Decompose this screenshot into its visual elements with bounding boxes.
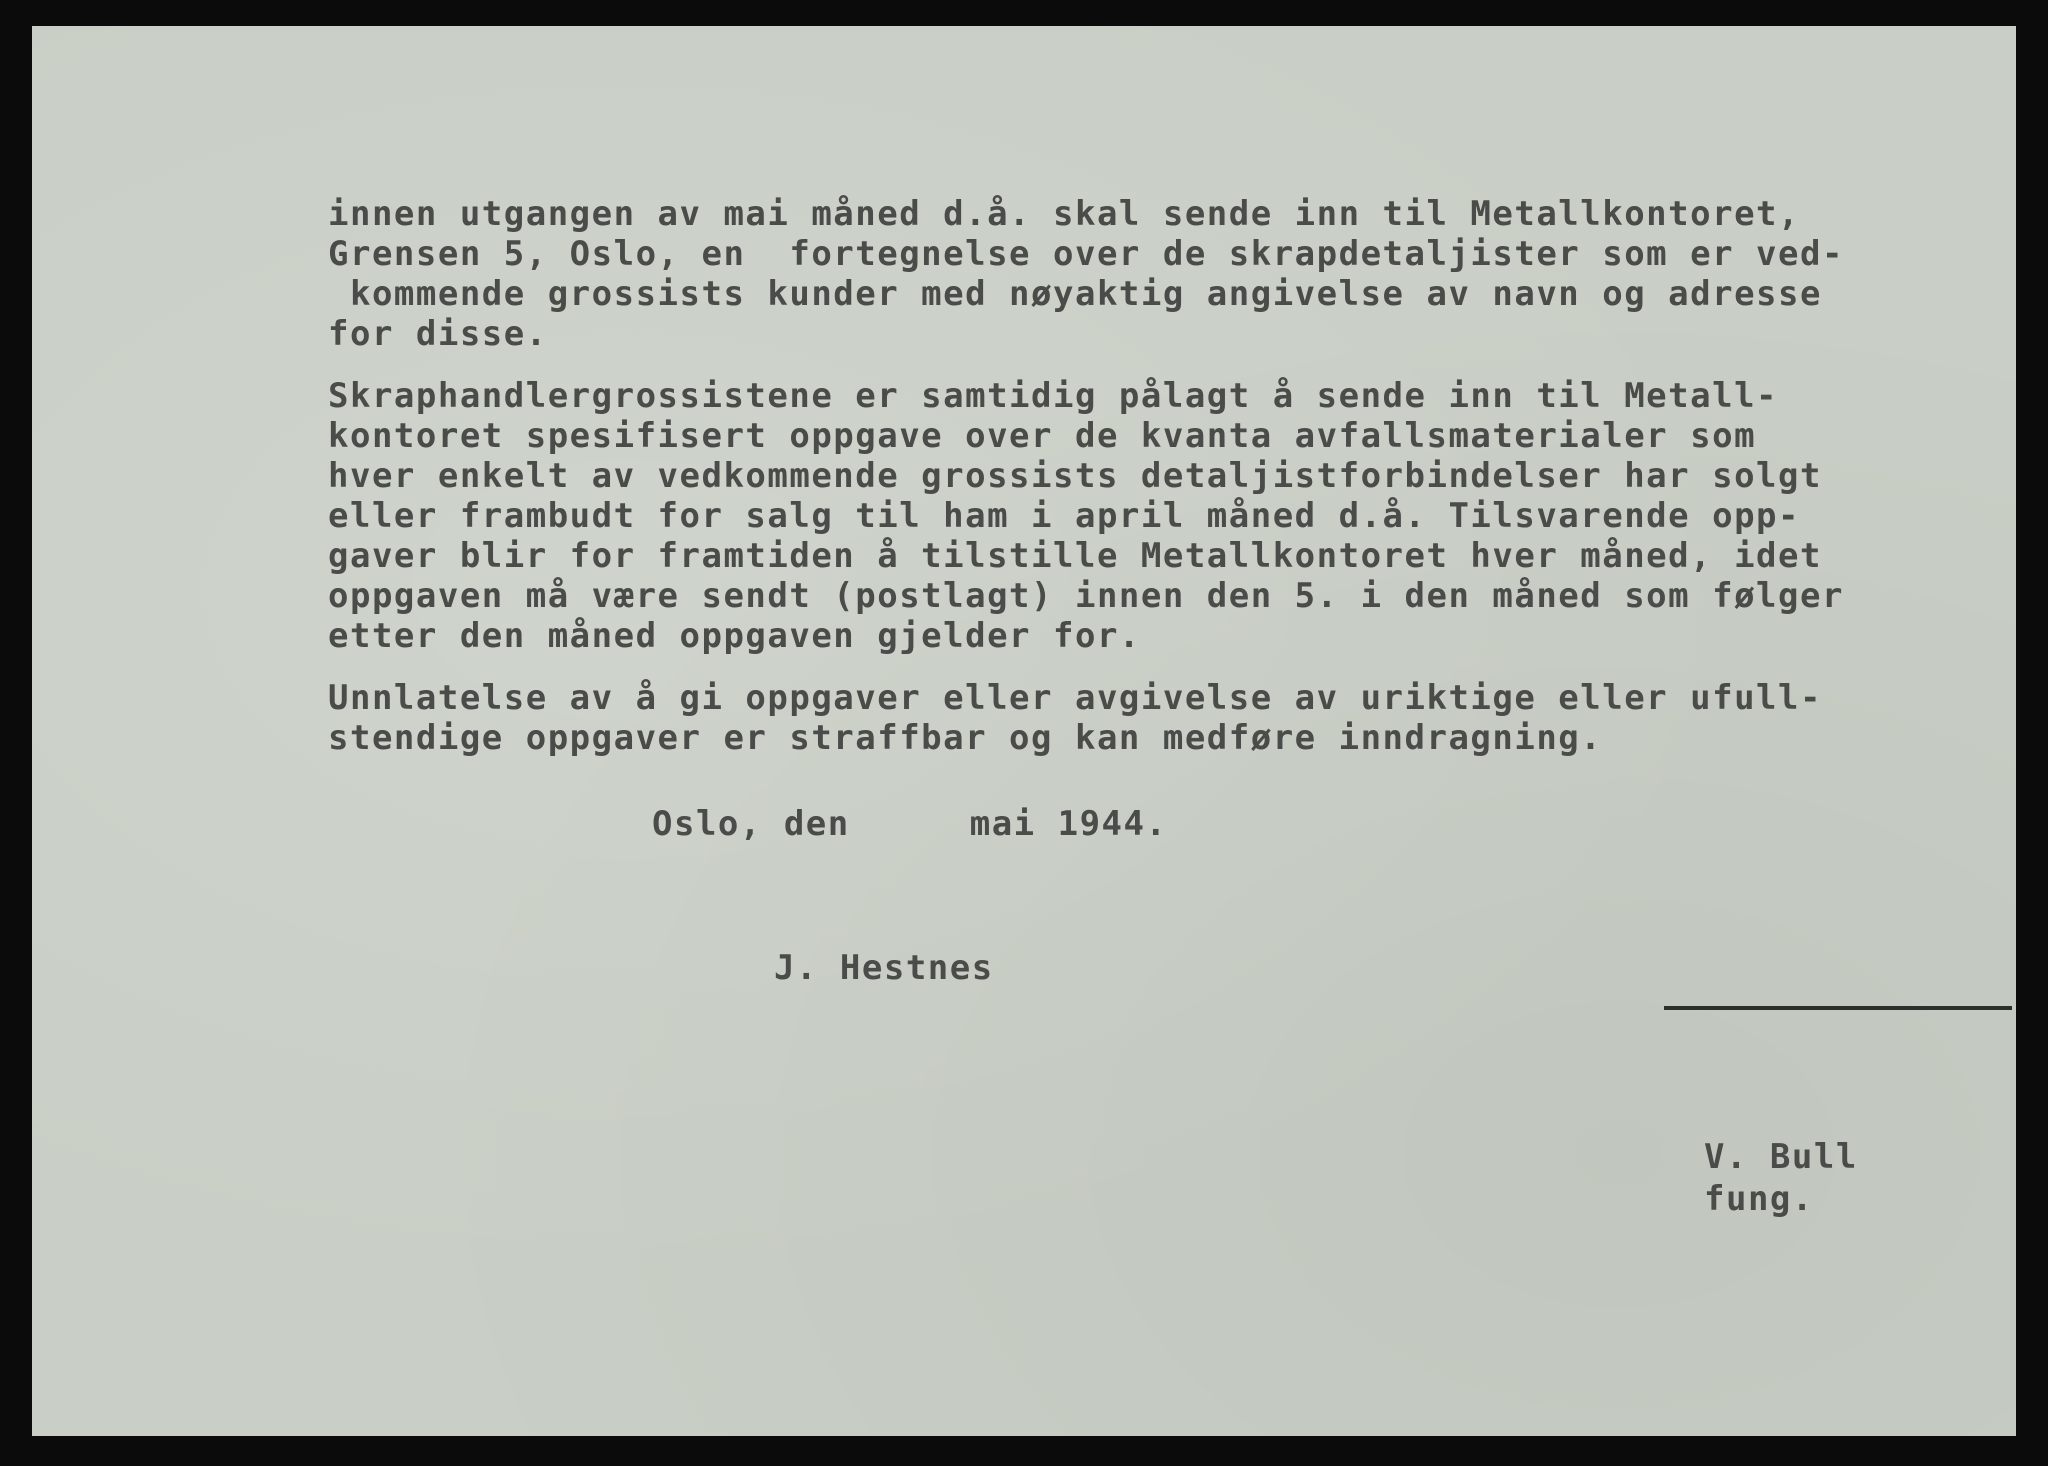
body-text xyxy=(328,194,2028,780)
paragraph-2-line-2: kontoret spesifisert oppgave over de kvanta avfallsmaterialer som xyxy=(328,416,1757,456)
signer-bull-block xyxy=(1704,1136,1858,1220)
signer-bull-name: V. Bull xyxy=(1704,1137,1858,1177)
signer-bull-title: fung. xyxy=(1704,1179,1814,1219)
paragraph-1-line-1: innen utgangen av mai måned d.å. skal sende inn til Metallkontoret, xyxy=(328,194,1800,234)
paragraph-3-line-1: Unnlatelse av å gi oppgaver eller avgivelse av uriktige eller ufull- xyxy=(328,678,1822,718)
date-place: Oslo, den xyxy=(652,804,850,844)
date-line xyxy=(652,804,1167,844)
signer-hestnes: J. Hestnes xyxy=(774,948,994,988)
document-page xyxy=(32,26,2016,1436)
paragraph-3-line-2: stendige oppgaver er straffbar og kan medføre inndragning. xyxy=(328,718,1603,758)
paragraph-2-line-6: oppgaven må være sendt (postlagt) innen den 5. i den måned som følger xyxy=(328,576,1844,616)
paragraph-1-line-3: kommende grossists kunder med nøyaktig angivelse av navn og adresse xyxy=(328,274,1822,314)
signature-rule xyxy=(1664,1006,2012,1010)
paragraph-1-line-2: Grensen 5, Oslo, en fortegnelse over de skrapdetaljister som er ved- xyxy=(328,234,1844,274)
paragraph-3 xyxy=(328,678,2028,758)
paragraph-2-line-3: hver enkelt av vedkommende grossists detaljistforbindelser har solgt xyxy=(328,456,1822,496)
paragraph-2-line-7: etter den måned oppgaven gjelder for. xyxy=(328,616,1141,656)
paragraph-2-line-5: gaver blir for framtiden å tilstille Metallkontoret hver måned, idet xyxy=(328,536,1822,576)
paragraph-2 xyxy=(328,376,2028,656)
paragraph-2-line-4: eller frambudt for salg til ham i april måned d.å. Tilsvarende opp- xyxy=(328,496,1800,536)
paragraph-1 xyxy=(328,194,2028,354)
paragraph-2-line-1: Skraphandlergrossistene er samtidig pålagt å sende inn til Metall- xyxy=(328,376,1779,416)
date-month-year: mai 1944. xyxy=(969,804,1168,844)
paragraph-1-line-4: for disse. xyxy=(328,314,548,354)
